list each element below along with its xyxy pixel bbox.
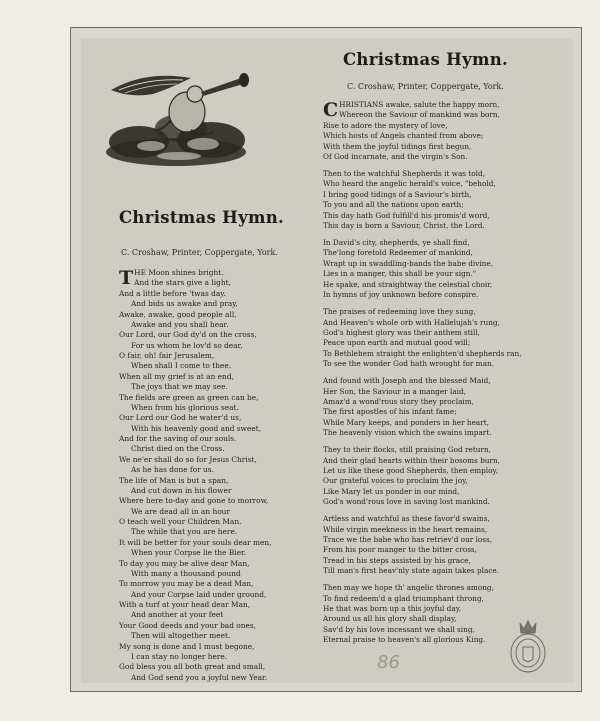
stanza xyxy=(323,376,573,439)
verse-text: With them the joyful tidings first begun, xyxy=(323,141,472,151)
verse-text: O teach well your Children Man. xyxy=(119,517,242,526)
verse-line xyxy=(119,610,324,620)
verse-line xyxy=(323,397,573,407)
verse-line xyxy=(323,259,573,269)
verse-text: Then to the watchful Shepherds it was told, xyxy=(323,169,486,179)
verse-text: We ne'er shall do so for Jesus Christ, xyxy=(119,454,257,464)
verse-line xyxy=(323,387,573,397)
verse-line xyxy=(323,121,573,131)
verse-line xyxy=(119,486,324,496)
verse-text: Our Lord, our God dy'd on the cross, xyxy=(119,330,257,340)
verse-text: The fields are green as green can be, xyxy=(119,392,259,402)
verse-line xyxy=(119,631,324,641)
verse-line xyxy=(323,328,573,338)
verse-text: Awake, awake, good people all, xyxy=(119,309,237,319)
verse-text: From his poor manger to the bitter cross, xyxy=(323,545,477,555)
verse-line xyxy=(119,434,324,444)
verse-line xyxy=(119,652,324,662)
verse-text: And your Corpse laid under ground, xyxy=(131,589,267,599)
stanza xyxy=(323,307,573,370)
verse-text: Till man's first heav'nly state again takes place. xyxy=(323,566,500,576)
library-stamp-seal xyxy=(508,617,548,675)
verse-line xyxy=(323,545,573,555)
verse-line xyxy=(323,407,573,417)
verse-text: And another at your feet xyxy=(131,610,224,620)
verse-line xyxy=(323,110,573,120)
verse-text: Sav'd by his love incessant we shall sing, xyxy=(323,624,475,634)
verse-text: Around us all his glory shall display, xyxy=(323,614,457,624)
left-poem xyxy=(119,268,324,683)
verse-text: Tread in his steps assisted by his grace, xyxy=(323,555,471,565)
verse-line xyxy=(119,424,324,434)
verse-text: They to their flocks, still praising God return, xyxy=(323,445,491,455)
verse-text: God's highest glory was their anthem still, xyxy=(323,327,480,337)
verse-text: We are dead all in an hour xyxy=(131,506,230,516)
verse-line xyxy=(119,590,324,600)
verse-text: In David's city, shepherds, ye shall find, xyxy=(323,238,470,248)
printed-leaf xyxy=(81,38,573,683)
verse-line xyxy=(119,403,324,413)
angel-woodcut-illustration xyxy=(91,60,261,172)
verse-text: Which hosts of Angels chanted from above; xyxy=(323,131,484,141)
verse-line xyxy=(119,299,324,309)
verse-text: This day hath God fulfill'd his promis'd word, xyxy=(323,210,490,220)
verse-line xyxy=(119,444,324,454)
verse-text: While Mary keeps, and ponders in her heart, xyxy=(323,417,490,427)
verse-line xyxy=(119,527,324,537)
verse-line xyxy=(119,465,324,475)
verse-text: To you and all the nations upon earth; xyxy=(323,200,464,210)
verse-text: The while that you are here. xyxy=(131,527,238,537)
verse-text: HE Moon shines bright. xyxy=(134,268,224,277)
verse-text: When from his glorious seat. xyxy=(131,402,239,412)
verse-line xyxy=(119,673,324,683)
verse-line xyxy=(323,476,573,486)
verse-line xyxy=(323,487,573,497)
right-title: Christmas Hymn. xyxy=(343,50,509,69)
verse-line xyxy=(119,507,324,517)
broadside-sheet xyxy=(70,27,582,692)
verse-line xyxy=(119,413,324,423)
verse-text: This day is born a Saviour, Christ, the Lord. xyxy=(323,221,485,231)
verse-line xyxy=(119,289,324,299)
verse-line xyxy=(323,200,573,210)
verse-text: To find redeem'd a glad triumphant throng, xyxy=(323,593,484,603)
verse-text: Her Son, the Saviour in a manger laid, xyxy=(323,386,466,396)
verse-line xyxy=(323,445,573,455)
verse-text: And a little before 'twas day. xyxy=(119,288,226,298)
verse-text: Wrapt up in swaddling-bands the babe divine, xyxy=(323,258,494,268)
verse-text: And their glad hearts within their bosoms burn, xyxy=(323,455,500,465)
verse-line xyxy=(323,376,573,386)
verse-text: Then may we hope th' angelic thrones among, xyxy=(323,583,494,593)
verse-line xyxy=(323,248,573,258)
verse-line xyxy=(119,476,324,486)
verse-text: The first apostles of his infant fame; xyxy=(323,407,457,417)
verse-line xyxy=(323,131,573,141)
verse-line xyxy=(323,359,573,369)
verse-line xyxy=(323,556,573,566)
verse-text: Your Good deeds and your bad ones, xyxy=(119,620,257,630)
verse-line xyxy=(119,579,324,589)
verse-text: When shall I come to thee. xyxy=(131,361,232,371)
verse-line xyxy=(119,372,324,382)
verse-line xyxy=(119,548,324,558)
verse-line xyxy=(323,211,573,221)
left-printer-imprint: C. Croshaw, Printer, Coppergate, York. xyxy=(121,248,278,257)
verse-line xyxy=(323,583,573,593)
verse-line xyxy=(119,642,324,652)
verse-line xyxy=(119,455,324,465)
verse-text: Rise to adore the mystery of love, xyxy=(323,120,448,130)
verse-line xyxy=(119,330,324,340)
verse-text: Amaz'd a wond'rous story they proclaim, xyxy=(323,396,474,406)
verse-text: Then will altogether meet. xyxy=(131,631,231,641)
verse-text: The praises of redeeming love they sung, xyxy=(323,307,476,317)
verse-line xyxy=(323,418,573,428)
verse-text: He that was born up a this joyful day, xyxy=(323,604,462,614)
verse-line xyxy=(119,341,324,351)
verse-text: To Bethlehem straight the enlighten'd shepherds ran, xyxy=(323,348,522,358)
right-poem xyxy=(323,100,573,652)
verse-line xyxy=(323,179,573,189)
verse-text: Our grateful voices to proclaim the joy, xyxy=(323,476,468,486)
verse-text: HRISTIANS awake, salute the happy morn, xyxy=(339,100,500,109)
verse-line xyxy=(119,278,324,288)
verse-line xyxy=(119,320,324,330)
verse-line xyxy=(323,152,573,162)
verse-text: The heavenly vision which the swains impart. xyxy=(323,428,492,438)
verse-line xyxy=(119,600,324,610)
verse-line xyxy=(323,456,573,466)
verse-line xyxy=(323,142,573,152)
verse-line xyxy=(119,662,324,672)
verse-text: To see the wonder God hath wrought for man. xyxy=(323,359,494,369)
verse-text: Where here to-day and gone to morrow, xyxy=(119,496,269,506)
verse-text: While virgin meekness in the heart remains, xyxy=(323,524,488,534)
drop-cap: T xyxy=(119,267,134,289)
verse-line xyxy=(119,538,324,548)
verse-text: Who heard the angelic herald's voice, "behold, xyxy=(323,179,496,189)
verse-line xyxy=(119,393,324,403)
verse-line xyxy=(119,559,324,569)
stanza xyxy=(323,169,573,232)
verse-text: O fair, oh! fair Jerusalem, xyxy=(119,351,215,360)
pencil-shelfmark: 86 xyxy=(377,652,400,673)
verse-line xyxy=(323,594,573,604)
verse-text: When your Corpse lie the Bier. xyxy=(131,548,247,558)
verse-line xyxy=(323,290,573,300)
verse-text: The life of Man is but a span, xyxy=(119,475,229,485)
left-title: Christmas Hymn. xyxy=(119,208,285,227)
verse-line xyxy=(323,307,573,317)
verse-text: Our Lord our God he water'd us, xyxy=(119,413,242,423)
verse-text: For us whom he lov'd so dear, xyxy=(131,340,243,350)
verse-text: Eternal praise to heaven's all glorious King. xyxy=(323,635,486,645)
verse-line xyxy=(323,221,573,231)
verse-text: With a turf at your head dear Man, xyxy=(119,600,251,609)
verse-text: Christ died on the Cross. xyxy=(131,444,225,454)
verse-line xyxy=(323,428,573,438)
right-printer-imprint: C. Croshaw, Printer, Coppergate, York. xyxy=(347,82,504,91)
stanza xyxy=(323,238,573,301)
verse-text: And God send you a joyful new Year. xyxy=(131,672,268,682)
verse-text: God's wond'rous love in saving lost mankind. xyxy=(323,497,490,507)
verse-text: With his heavenly good and sweet, xyxy=(131,423,262,433)
verse-line xyxy=(323,535,573,545)
verse-text: And Heaven's whole orb with Hallelujah's rung, xyxy=(323,317,500,327)
verse-text: Trace we the babe who has retriev'd our loss, xyxy=(323,535,493,544)
verse-text: Artless and watchful as these favor'd swains, xyxy=(323,514,490,524)
verse-line xyxy=(323,566,573,576)
verse-text: With many a thousand pound xyxy=(131,568,241,578)
verse-text: And found with Joseph and the blessed Maid, xyxy=(323,376,491,386)
verse-text: My song is done and I must begone, xyxy=(119,641,255,651)
verse-text: To day you may be alive dear Man, xyxy=(119,558,250,568)
verse-text: And bids us awake and pray, xyxy=(131,299,238,309)
verse-line xyxy=(323,525,573,535)
verse-text: The'long foretold Redeemer of mankind, xyxy=(323,248,473,258)
verse-line xyxy=(119,351,324,361)
verse-text: Of God incarnate, and the virgin's Son. xyxy=(323,152,468,162)
verse-line xyxy=(323,604,573,614)
verse-line xyxy=(323,466,573,476)
verse-text: Lies in a manger, this shall be your sign." xyxy=(323,269,477,279)
verse-line xyxy=(119,382,324,392)
verse-text: He spake, and straightway the celestial choir, xyxy=(323,279,493,289)
verse-line xyxy=(119,517,324,527)
verse-text: And the stars give a light, xyxy=(134,278,231,288)
verse-line xyxy=(119,621,324,631)
verse-line xyxy=(323,318,573,328)
verse-line xyxy=(323,238,573,248)
verse-text: Awake and you shall hear. xyxy=(131,319,229,329)
verse-text: It will be better for your souls dear men, xyxy=(119,537,272,547)
verse-line xyxy=(323,269,573,279)
verse-line xyxy=(323,514,573,524)
verse-text: I can stay no longer here. xyxy=(131,651,228,661)
verse-line xyxy=(119,569,324,579)
verse-text: Peace upon earth and mutual good will; xyxy=(323,338,471,348)
stanza xyxy=(323,100,573,163)
verse-text: Let us like these good Shepherds, then employ, xyxy=(323,465,499,475)
drop-cap: C xyxy=(323,99,339,121)
verse-text: To morrow you may be a dead Man, xyxy=(119,579,254,589)
verse-line xyxy=(323,497,573,507)
verse-text: God bless you all both great and small, xyxy=(119,662,266,672)
verse-text: And for the saving of our souls. xyxy=(119,434,237,443)
verse-line xyxy=(119,496,324,506)
verse-line xyxy=(323,190,573,200)
verse-text: The joys that we may see. xyxy=(131,382,228,392)
verse-line xyxy=(119,361,324,371)
stanza xyxy=(323,514,573,577)
verse-line xyxy=(323,280,573,290)
verse-text: Whereon the Saviour of mankind was born, xyxy=(339,110,500,120)
verse-line xyxy=(323,349,573,359)
verse-text: Like Mary let us ponder in our mind, xyxy=(323,486,460,496)
verse-line xyxy=(119,310,324,320)
verse-text: And cut down in his flower xyxy=(131,485,232,495)
verse-text: As he has done for us. xyxy=(131,465,214,475)
verse-line xyxy=(323,338,573,348)
verse-text: When all my grief is at an end, xyxy=(119,371,234,381)
verse-text: I bring good tidings of a Saviour's birth, xyxy=(323,189,472,199)
verse-text: In hymns of joy unknown before conspire. xyxy=(323,290,479,300)
stanza xyxy=(323,445,573,508)
verse-line xyxy=(323,169,573,179)
